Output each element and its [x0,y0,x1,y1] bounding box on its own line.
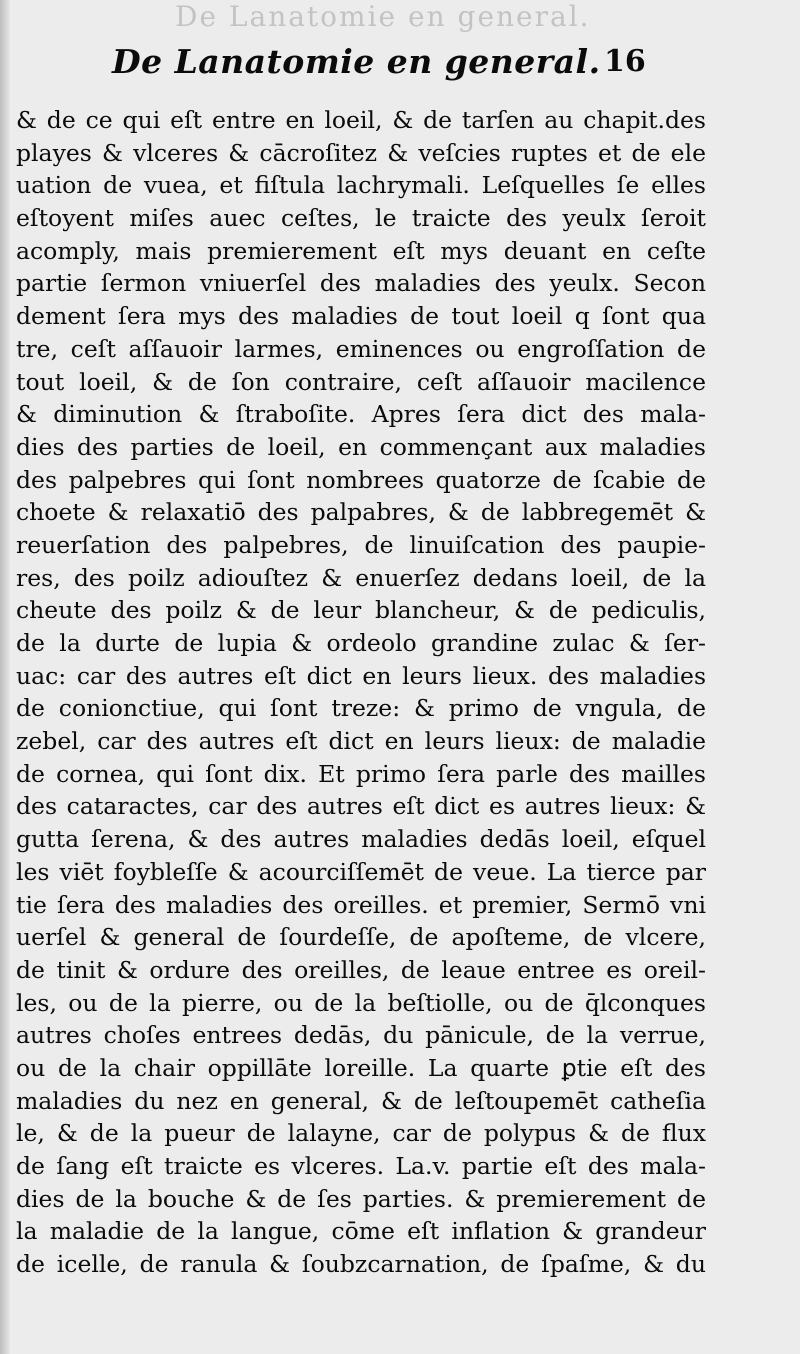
text-line: choete & relaxatiō des palpabres, & de labbregemēt & [16,498,706,527]
text-line: dies des parties de loeil, en commençant aux maladies [16,432,706,461]
text-line: de cornea, qui ſont dix. Et primo ſera parle des mailles [16,759,706,788]
page-number: 16 [604,44,646,79]
text-line: de conionctiue, qui ſont treze: & primo de vngula, de [16,694,706,723]
text-line: de ſang eſt traicte es vlceres. La.v. partie eſt des mala- [16,1152,706,1180]
text-line: acomply, mais premierement eſt mys deuant en ceſte [16,236,706,265]
text-line: ou de la chair oppillāte loreille. La quarte ꝑtie eſt des [16,1053,706,1082]
text-line: gutta ſerena, & des autres maladies dedās loeil, eſquel [16,825,706,854]
text-line: autres choſes entrees dedās, du pānicule, de la verrue, [16,1021,706,1050]
text-line: uation de vuea, et fiſtula lachrymali. Leſquelles ſe elles [16,171,706,200]
show-through-text: De Lanatomie en general. [175,0,591,32]
text-line: de la durte de lupia & ordeolo grandine zulac & ſer- [16,629,706,657]
text-line: tre, ceſt aſſauoir larmes, eminences ou engroſſation de [16,334,706,363]
text-line: uac: car des autres eſt dict en leurs lieux. des maladies [16,661,706,690]
text-line: & diminution & ſtraboſite. Apres ſera dict des mala- [16,400,706,429]
text-line: playes & vlceres & cācroſitez & veſcies ruptes et de ele [16,138,706,167]
text-line: le, & de la pueur de lalayne, car de polypus & de flux [16,1119,706,1148]
text-line: uerſel & general de ſourdeſſe, de apoſteme, de vlcere, [16,923,706,952]
text-line: eſtoyent miſes auec ceſtes, le traicte des yeulx ſeroit [16,204,706,233]
text-line: tout loeil, & de ſon contraire, ceſt aſſauoir macilence [16,367,706,396]
text-line: les viēt foybleſſe & acourciſſemēt de veue. La tierce par [16,857,706,886]
text-line: la maladie de la langue, cōme eſt inflation & grandeur [16,1217,706,1246]
text-line: dies de la bouche & de ſes parties. & premierement de [16,1184,706,1213]
text-line: des cataractes, car des autres eſt dict es autres lieux: & [16,792,706,821]
text-line: des palpebres qui ſont nombrees quatorze de ſcabie de [16,465,706,494]
text-line: reuerſation des palpebres, de linuiſcation des paupie- [16,530,706,559]
show-through-text-bottom [30,1290,180,1316]
text-line: partie ſermon vniuerſel des maladies des yeulx. Secon [16,269,706,298]
text-line: cheute des poilz & de leur blancheur, & de pediculis, [16,596,706,625]
running-title: De Lanatomie en general. [112,42,601,81]
page-header [0,42,800,94]
text-line: zebel, car des autres eſt dict en leurs lieux: de maladie [16,727,706,756]
text-line: de icelle, de ranula & ſoubzcarnation, de ſpaſme, & du [16,1250,706,1279]
text-line: de tinit & ordure des oreilles, de leaue entree es oreil- [16,955,706,984]
text-line: & de ce qui eſt entre en loeil, & de tarſen au chapit.des [16,106,706,134]
text-line: maladies du nez en general, & de leſtoupemēt catheſia [16,1086,706,1115]
text-line: les, ou de la pierre, ou de la beſtiolle, ou de q̄lconques [16,988,706,1017]
text-line: dement ſera mys des maladies de tout loeil q ſont qua [16,302,706,331]
body-text [16,104,706,1281]
text-line: tie ſera des maladies des oreilles. et premier, Sermō vni [16,890,706,919]
page-gutter-shadow [0,0,10,1354]
text-line: res, des poilz adiouſtez & enuerſez dedans loeil, de la [16,563,706,592]
